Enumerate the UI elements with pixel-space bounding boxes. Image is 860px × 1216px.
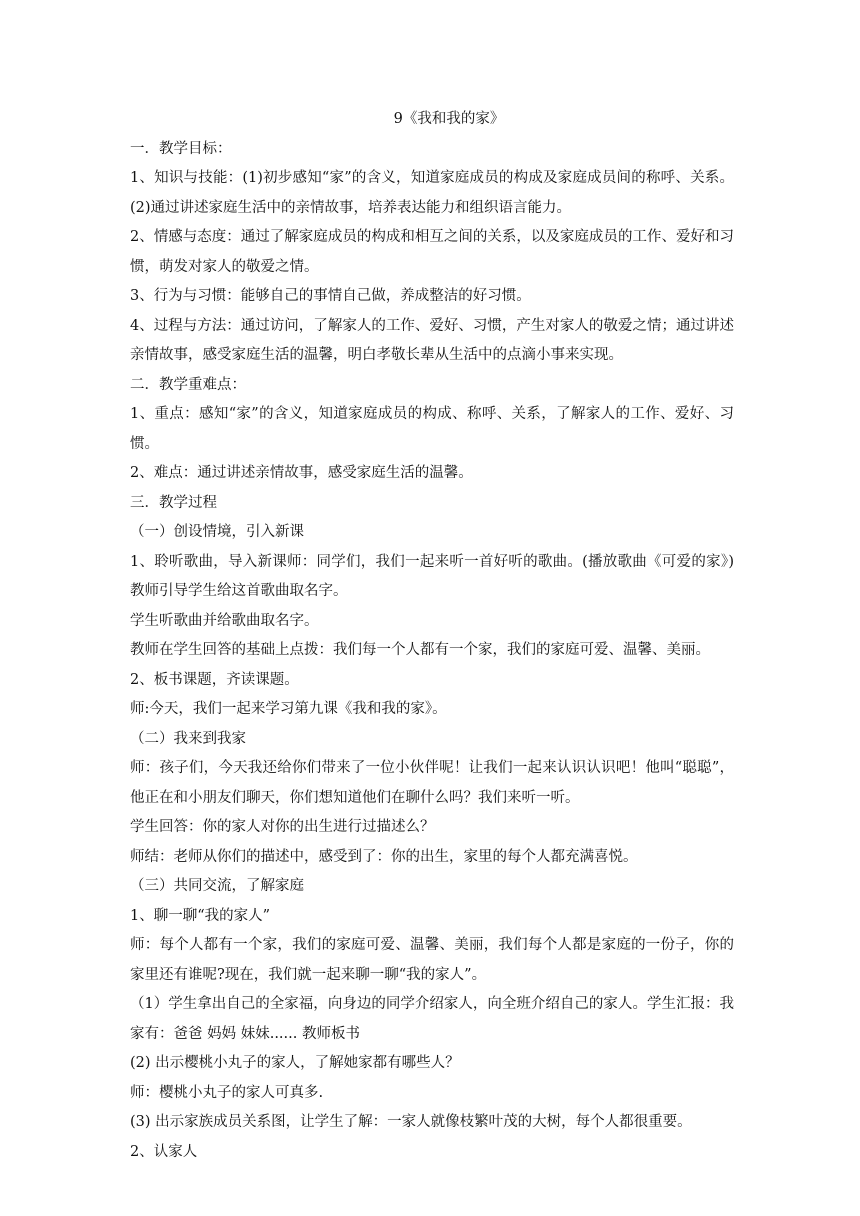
paragraph-difficult-point: 2、难点：通过讲述亲情故事，感受家庭生活的温馨。	[130, 465, 473, 481]
paragraph-chat-family: 1、聊一聊“我的家人”	[130, 907, 271, 924]
paragraph-process-method: 4、过程与方法：通过访问，了解家人的工作、爱好、习惯，产生对家人的敬爱之情；通过讲述亲情故事，感受家庭生活的温馨，明白孝敬长辈从生活中的点滴小事来实现。	[130, 317, 734, 363]
paragraph-know-family: 2、认家人	[130, 1143, 198, 1160]
subsection-heading-3: （三）共同交流，了解家庭	[130, 878, 304, 894]
paragraph-listen-song: 1、聆听歌曲，导入新课师：同学们，我们一起来听一首好听的歌曲。(播放歌曲《可爱的家》)教师引导学生给这首歌曲取名字。	[130, 553, 734, 599]
section-heading-process: 三．教学过程	[130, 494, 217, 511]
paragraph-students-name-song: 学生听歌曲并给歌曲取名字。	[130, 612, 319, 629]
paragraph-family-tree: (3) 出示家族成员关系图，让学生了解：一家人就像枝繁叶茂的大树，每个人都很重要。	[130, 1114, 692, 1130]
paragraph-emotion-attitude: 2、情感与态度：通过了解家庭成员的构成和相互之间的关系，以及家庭成员的工作、爱好和习惯，萌发对家人的敬爱之情。	[130, 229, 734, 275]
section-heading-objectives: 一．教学目标：	[130, 140, 232, 157]
document-body	[130, 105, 734, 1167]
paragraph-meet-congcong: 师：孩子们，今天我还给你们带来了一位小伙伴呢！让我们一起来认识认识吧！他叫“聪聪”，他正在和小朋友们聊天，你们想知道他们在聊什么吗？我们来听一听。	[130, 760, 734, 806]
paragraph-teacher-maruko: 师：樱桃小丸子的家人可真多.	[130, 1084, 324, 1101]
paragraph-family-photo: （1）学生拿出自己的全家福，向身边的同学介绍家人，向全班介绍自己的家人。学生汇报：我家有：爸爸 妈妈 妹妹...... 教师板书	[130, 996, 734, 1042]
subsection-heading-2: （二）我来到我家	[130, 730, 246, 747]
section-heading-key-points: 二．教学重难点：	[130, 376, 246, 393]
paragraph-teacher-summary: 师结：老师从你们的描述中，感受到了：你的出生，家里的每个人都充满喜悦。	[130, 848, 638, 865]
paragraph-teacher-guide: 教师在学生回答的基础上点拨：我们每一个人都有一个家，我们的家庭可爱、温馨、美丽。	[130, 642, 710, 658]
paragraph-behavior-habit: 3、行为与习惯：能够自己的事情自己做，养成整洁的好习惯。	[130, 288, 531, 304]
paragraph-teacher-family: 师：每个人都有一个家，我们的家庭可爱、温馨、美丽，我们每个人都是家庭的一份子，你的家里还有谁呢?现在，我们就一起来聊一聊“我的家人”。	[130, 937, 734, 983]
paragraph-board-title: 2、板书课题，齐读课题。	[130, 671, 299, 688]
paragraph-maruko-family: (2) 出示樱桃小丸子的家人，了解她家都有哪些人？	[130, 1055, 460, 1071]
paragraph-student-answer: 学生回答：你的家人对你的出生进行过描述么？	[130, 819, 435, 835]
paragraph-knowledge-skills: 1、知识与技能：(1)初步感知“家”的含义，知道家庭成员的构成及家庭成员间的称呼、关系。 (2)通过讲述家庭生活中的亲情故事，培养表达能力和组织语言能力。	[130, 170, 734, 216]
paragraph-key-point: 1、重点：感知“家”的含义，知道家庭成员的构成、称呼、关系，了解家人的工作、爱好、习惯。	[130, 406, 734, 452]
subsection-heading-1: （一）创设情境，引入新课	[130, 524, 304, 540]
paragraph-teacher-intro: 师:今天，我们一起来学习第九课《我和我的家》。	[130, 701, 447, 717]
document-title: 9《我和我的家》	[393, 111, 505, 127]
